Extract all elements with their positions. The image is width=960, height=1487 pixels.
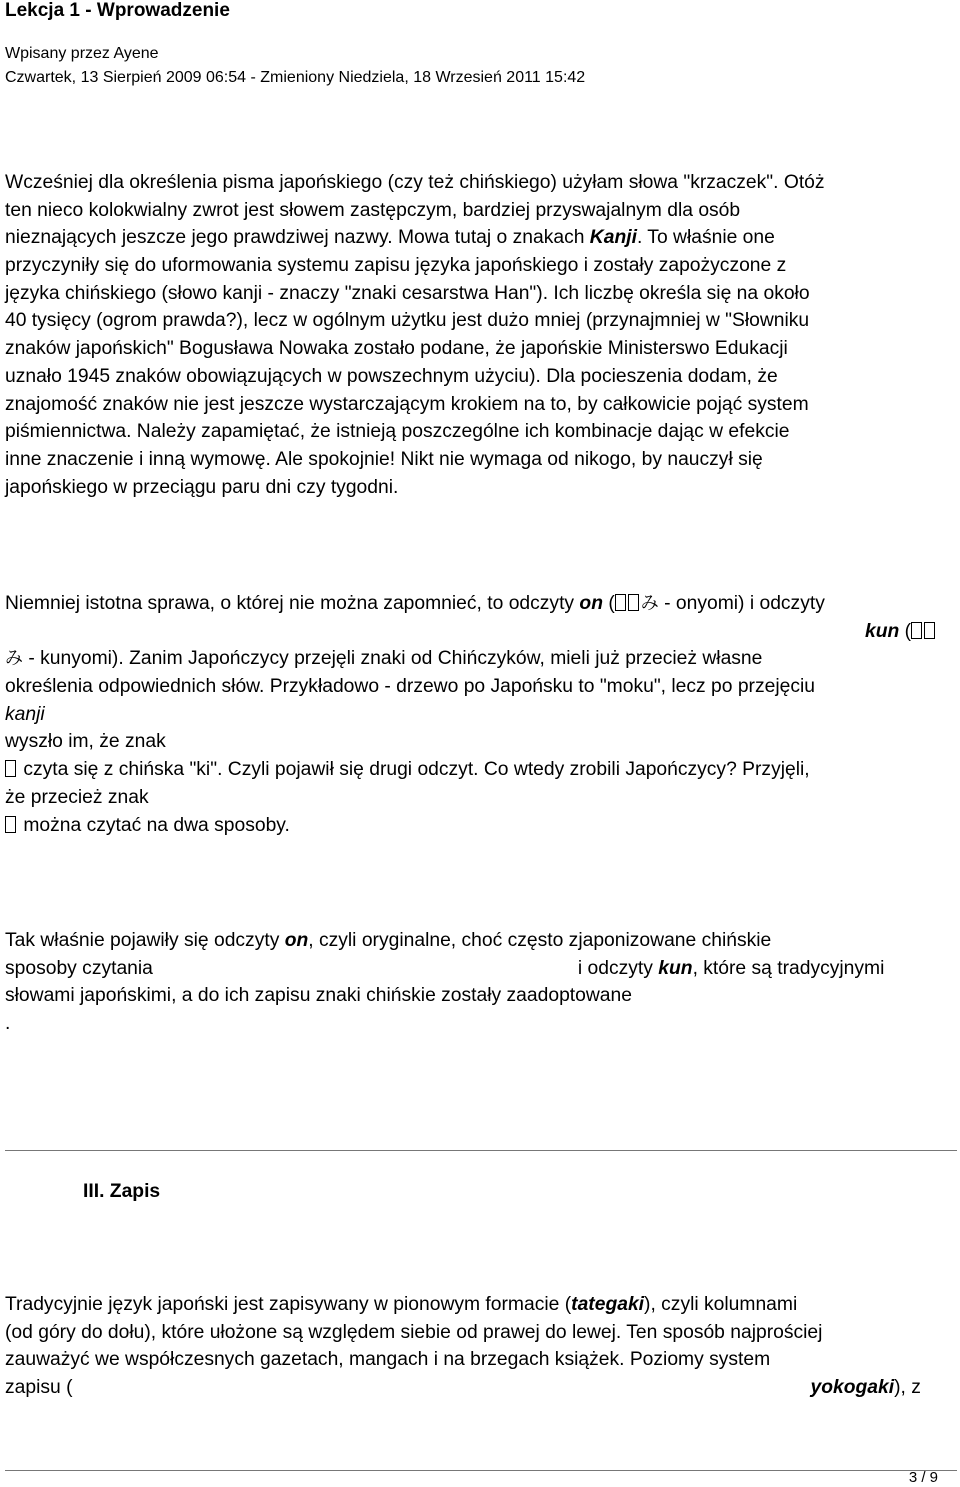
text-line: przyczyniły się do uformowania systemu zapisu języka japońskiego i zostały zapożyczone z [5,255,787,277]
text-line: że przecież znak [5,786,149,808]
paragraph-intro [5,169,957,501]
term-kun: kun [865,620,900,642]
text-line: zapisu ( yokogaki), z [5,1377,921,1399]
text-line: piśmiennictwa. Należy zapamiętać, że istnieją poszczególne ich kombinacje dając w efekcie [5,421,790,443]
author-line: Wpisany przez Ayene [5,45,159,62]
text-line: Tak właśnie pojawiły się odczyty on, czyli oryginalne, choć często zjaponizowane chińskie [5,930,772,951]
text-line: (od góry do dołu), które ułożone są względem siebie od prawej do lewej. Ten sposób najprościej [5,1321,823,1343]
text-line: słowami japońskimi, a do ich zapisu znaki chińskie zostały zaadoptowane [5,985,632,1007]
missing-glyph-icon [615,594,626,611]
text-line: nieznających jeszcze jego prawdziwej nazwy. Mowa tutaj o znakach Kanji. To właśnie one [5,227,775,249]
text-line: Wcześniej dla określenia pisma japońskiego (czy też chińskiego) użyłam słowa "krzaczek". Otóż [5,172,825,193]
date-line: Czwartek, 13 Sierpień 2009 06:54 - Zmieniony Niedziela, 18 Wrzesień 2011 15:42 [5,69,586,86]
text-line: sposoby czytania i odczyty kun, które są tradycyjnymi [5,957,885,979]
footer-divider [5,1470,957,1471]
term-kanji: Kanji [589,227,637,249]
text-line: み - kunyomi). Zanim Japończycy przejęli znaki od Chińczyków, mieli już przecież własne [5,648,763,670]
paragraph-writing [5,1291,957,1402]
missing-glyph-icon [5,760,16,777]
term-kun: kun [658,957,693,979]
text-line: inne znaczenie i inną wymowę. Ale spokojnie! Nikt nie wymaga od nikogo, by nauczył się [5,448,763,470]
text-line: 40 tysięcy (ogrom prawda?), lecz w ogólnym użytku jest dużo mniej (przynajmniej w "Słowniku [5,310,810,332]
text-line: języka chińskiego (słowo kanji - znaczy "znaki cesarstwa Han"). Ich liczbę określa się na około [5,282,810,304]
text-line: zauważyć we współczesnych gazetach, mangach i na brzegach książek. Poziomy system [5,1349,771,1371]
missing-glyph-icon [5,816,16,833]
term-on: on [579,593,603,614]
missing-glyph-icon [628,594,639,611]
page-number: 3 / 9 [908,1469,938,1486]
missing-glyph-icon [911,622,922,639]
text-line: ten nieco kolokwialny zwrot jest słowem zastępczym, bardziej przyswajalnym dla osób [5,199,741,221]
page-title: Lekcja 1 - Wprowadzenie [5,0,230,21]
term-tategaki: tategaki [571,1294,645,1315]
section-heading: III. Zapis [83,1181,161,1202]
text-line: znaków japońskich" Bogusława Nowaka zostało podane, że japońskie Ministerswo Edukacji [5,338,788,360]
text-line: wyszło im, że znak [5,731,166,753]
text-line: Niemniej istotna sprawa, o której nie można zapomnieć, to odczyty on ( み - onyomi) i odczyty [5,593,825,614]
term-on: on [284,930,309,951]
text-line: czyta się z chińska "ki". Czyli pojawił się drugi odczyt. Co wtedy zrobili Japończycy? Przyjęli, [5,756,957,784]
missing-glyph-icon [924,622,935,639]
text-line: Tradycyjnie język japoński jest zapisywany w pionowym formacie (tategaki), czyli kolumnami [5,1294,798,1315]
text-line: kun ( [5,618,957,646]
text-line: uznało 1945 znaków obowiązujących w powszechnym użyciu). Dla pocieszenia dodam, że [5,365,778,387]
paragraph-origins [5,927,957,1038]
section-divider [5,1150,957,1151]
text-line: określenia odpowiednich słów. Przykładowo - drzewo po Japońsku to "moku", lecz po przejęciu [5,676,815,698]
text-line: . [5,1013,11,1035]
text-line: japońskiego w przeciągu paru dni czy tygodni. [5,476,399,498]
paragraph-readings [5,590,957,839]
text-line: kanji [5,703,45,725]
term-yokogaki: yokogaki [810,1377,895,1399]
text-line: znajomość znaków nie jest jeszcze wystarczającym krokiem na to, by całkowicie pojąć system [5,393,809,415]
text-line: można czytać na dwa sposoby. [5,812,957,840]
